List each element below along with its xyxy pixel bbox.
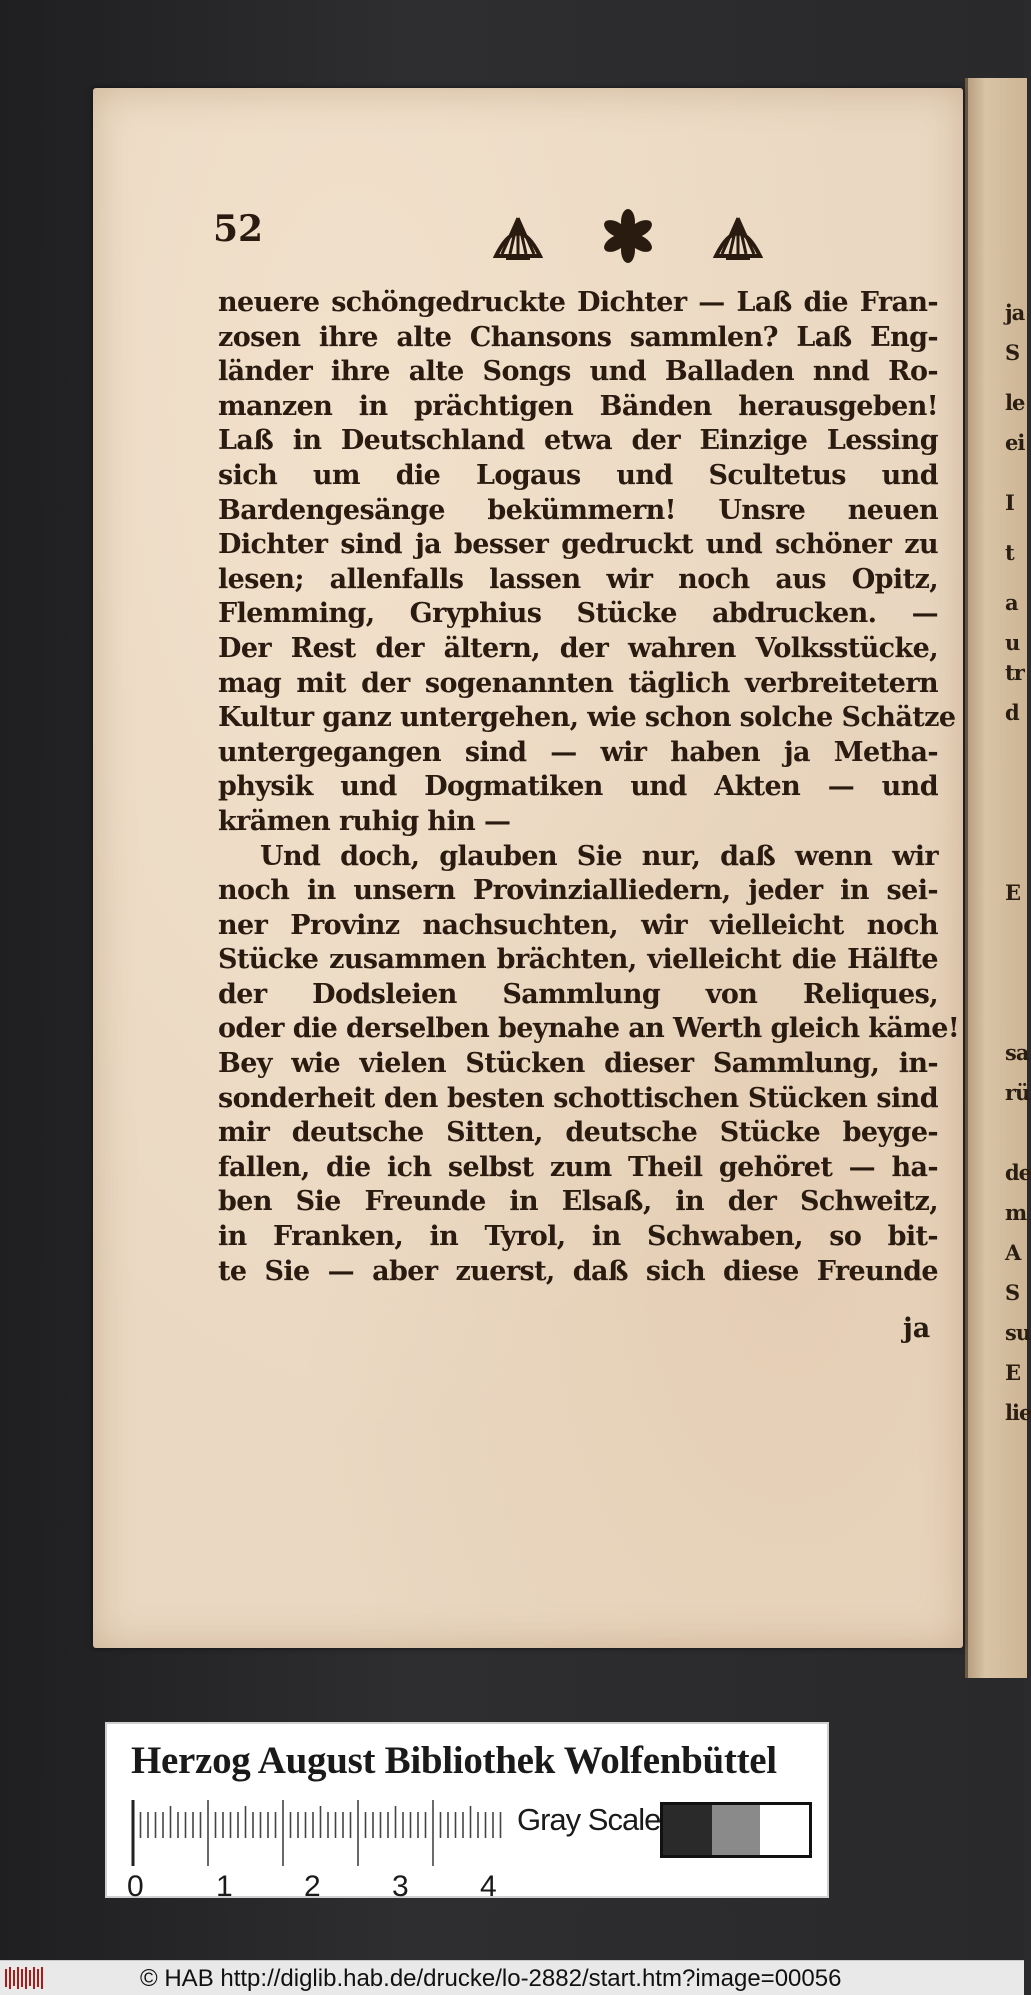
text-line: sonderheit den besten schottischen Stücken sind (218, 1082, 938, 1114)
hab-logo-icon (4, 1966, 46, 1990)
facing-page-fragment: de (1005, 1160, 1031, 1185)
text-line: Bardengesänge bekümmern! Unsre neuen (218, 494, 938, 526)
text-line: fallen, die ich selbst zum Theil gehöret — ha- (218, 1151, 938, 1183)
text-line: untergegangen sind — wir haben ja Metha- (218, 736, 938, 768)
ruler-scale (131, 1798, 511, 1868)
text-line: Kultur ganz untergehen, wie schon solche Schätze (218, 702, 956, 734)
text-line: neuere schöngedruckte Dichter — Laß die Fran- (218, 287, 938, 318)
swatch-dark (663, 1805, 712, 1855)
text-line: der Dodsleien Sammlung von Reliques, (218, 978, 938, 1010)
facing-page-fragment: E (1005, 880, 1021, 905)
text-line: in Franken, in Tyrol, in Schwaben, so bit- (218, 1221, 938, 1253)
gray-scale-swatches (660, 1802, 812, 1858)
text-line: zosen ihre alte Chansons sammlen? Laß Eng- (218, 321, 938, 353)
facing-page-fragment: sa (1005, 1040, 1029, 1065)
text-line: krämen ruhig hin — (218, 805, 511, 837)
text-line: mag mit der sogenannten täglich verbreitetern (218, 667, 938, 699)
ruler-label: 3 (392, 1870, 409, 1903)
facing-page-fragment: m (1005, 1200, 1027, 1225)
text-line: Und doch, glauben Sie nur, daß wenn wir (260, 840, 938, 872)
text-line: Der Rest der ältern, der wahren Volksstücke, (218, 632, 938, 664)
text-line: Bey wie vielen Stücken dieser Sammlung, in- (218, 1048, 938, 1080)
text-line: lesen; allenfalls lassen wir noch aus Opitz, (218, 563, 938, 595)
facing-page-fragment: rü (1005, 1080, 1030, 1105)
facing-page-fragment: S (1005, 340, 1020, 365)
ruler-label: 4 (480, 1870, 497, 1903)
footer-citation: © HAB http://diglib.hab.de/drucke/lo-2882/start.htm?image=00056 (140, 1965, 842, 1992)
text-line: manzen in prächtigen Bänden herausgeben! (218, 390, 938, 422)
facing-page-fragment: E (1005, 1360, 1021, 1385)
shell-ornament-icon (496, 218, 540, 260)
shell-ornament-icon (716, 218, 760, 260)
ruler-label: 2 (304, 1870, 321, 1903)
facing-page-fragment: A (1005, 1240, 1021, 1265)
scanned-page (93, 88, 963, 1648)
facing-page-fragment: le (1005, 390, 1025, 415)
facing-page-fragment: su (1005, 1320, 1031, 1345)
facing-page-fragment: d (1005, 700, 1019, 725)
text-line: länder ihre alte Songs und Balladen nnd Ro- (218, 356, 938, 388)
library-title: Herzog August Bibliothek Wolfenbüttel (131, 1739, 777, 1782)
facing-page-fragment: ja (1005, 300, 1025, 325)
facing-page-fragment: I (1005, 490, 1014, 515)
ruler-label: 1 (216, 1870, 233, 1903)
gray-scale-label: Gray Scale (517, 1802, 661, 1837)
text-line: physik und Dogmatiken und Akten — und (218, 771, 938, 803)
text-line: ben Sie Freunde in Elsaß, in der Schweitz, (218, 1186, 938, 1218)
text-line: oder die derselben beynahe an Werth gleich käme! (218, 1013, 960, 1045)
ornament-row (488, 206, 768, 266)
facing-page-fragment: tr (1005, 660, 1024, 685)
body-text (218, 286, 960, 1289)
page-number: 52 (213, 208, 264, 250)
ruler-label: 0 (127, 1870, 144, 1903)
color-scale-card (105, 1722, 829, 1903)
text-line: sich um die Logaus und Scultetus und (218, 459, 938, 491)
swatch-mid (712, 1805, 761, 1855)
catchword: ja (903, 1313, 931, 1344)
text-line: Flemming, Gryphius Stücke abdrucken. — (218, 598, 938, 630)
text-line: Laß in Deutschland etwa der Einzige Lessing (218, 425, 938, 457)
text-line: te Sie — aber zuerst, daß sich diese Freunde (218, 1255, 938, 1287)
facing-page-fragment: t (1005, 540, 1014, 565)
text-line: ner Provinz nachsuchten, wir vielleicht noch (218, 909, 938, 941)
footer-bar (0, 1960, 1024, 1995)
text-line: mir deutsche Sitten, deutsche Stücke beyge- (218, 1117, 938, 1149)
flower-ornament-icon (601, 209, 655, 263)
facing-page-fragment: ei (1005, 430, 1025, 455)
facing-page-fragment: u (1005, 630, 1020, 655)
text-line: Stücke zusammen brächten, vielleicht die Hälfte (218, 944, 938, 976)
swatch-light (760, 1805, 809, 1855)
text-line: Dichter sind ja besser gedruckt und schöner zu (218, 529, 938, 561)
facing-page-fragment: S (1005, 1280, 1020, 1305)
facing-page-fragment: lie (1005, 1400, 1031, 1425)
text-line: noch in unsern Provinzialliedern, jeder in sei- (218, 875, 938, 907)
facing-page-fragment: a (1005, 590, 1018, 615)
